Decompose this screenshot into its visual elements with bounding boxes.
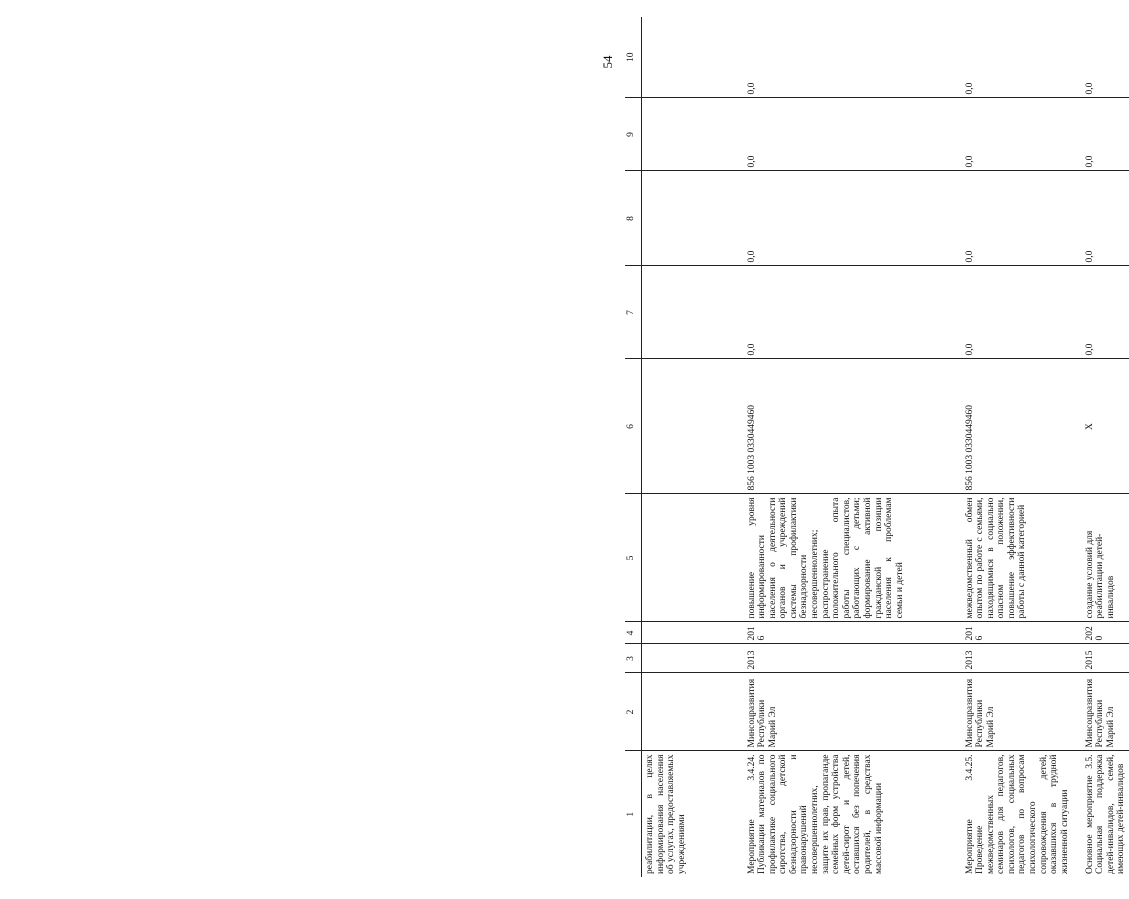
start-year-cell: 2015 bbox=[1083, 644, 1129, 673]
executor-cell bbox=[642, 673, 745, 751]
value-cell bbox=[642, 98, 745, 171]
value-cell: 0,0 bbox=[745, 266, 963, 359]
executor-cell: Минсоцразвития Республики Марий Эл bbox=[1083, 673, 1129, 751]
page-number: 54 bbox=[600, 55, 615, 69]
header-row bbox=[625, 17, 642, 877]
value-cell: 0,0 bbox=[1084, 82, 1095, 95]
end-year-cell: 2020 bbox=[1083, 622, 1129, 644]
table-row bbox=[642, 17, 745, 877]
value-cell: 0,0 bbox=[963, 98, 1083, 171]
column-header-1: 1 bbox=[625, 751, 642, 877]
table-row bbox=[745, 17, 963, 877]
budget-code-cell: 856 1003 0330449460 bbox=[745, 359, 963, 494]
table-body bbox=[642, 17, 1129, 877]
end-year-cell bbox=[642, 622, 745, 644]
column-header-9: 9 bbox=[625, 98, 642, 171]
budget-code-cell bbox=[642, 359, 745, 494]
value-cell bbox=[642, 17, 745, 98]
value-cell: 0,0 bbox=[964, 82, 975, 95]
end-year-cell: 2016 bbox=[745, 622, 963, 644]
column-header-5: 5 bbox=[625, 494, 642, 622]
executor-cell: Минсоцразвития Республики Марий Эл bbox=[745, 673, 963, 751]
column-header-6: 6 bbox=[625, 359, 642, 494]
table-header bbox=[625, 17, 642, 877]
budget-code-cell: 856 1003 0330449460 bbox=[963, 359, 1083, 494]
start-year-cell: 2013 bbox=[963, 644, 1083, 673]
expected-result-cell: повышение уровня информированности населения о деятельности органов и учреждений системы профилактики безнадзорности несовершеннолетних; распространение положительного опыта работы специалистов, работающих с детьми; формирование активной гражданской позиции населения к проблемам семьи и детей bbox=[745, 494, 963, 622]
column-header-7: 7 bbox=[625, 266, 642, 359]
value-cell: 0,0 bbox=[1083, 266, 1129, 359]
expected-result-cell: межведомственный обмен опытом по работе с семьями, находящимися в социально опасном положении, повышение эффективности работы с данной категорией bbox=[963, 494, 1083, 622]
measure-name-cell: Основное мероприятие 3.5. Социальная поддержка детей-инвалидов, семей, имеющих детей-инвалидов bbox=[1083, 751, 1129, 877]
table-row bbox=[963, 17, 1083, 877]
measure-name-cell: Мероприятие 3.4.25. Проведение межведомственных семинаров для педагогов, психологов, социальных педагогов по вопросам психологического сопровождения детей, оказавшихся в трудной жизненной ситуации bbox=[963, 751, 1083, 877]
value-cell: 0,0 bbox=[746, 82, 757, 95]
column-header-10: 10 bbox=[625, 17, 642, 98]
program-measures-table bbox=[625, 17, 1129, 877]
value-cell: 0,0 bbox=[745, 171, 963, 266]
measure-name-cell: реабилитации, в целях информирования населения об услугах, предоставляемых учреждениями bbox=[642, 751, 745, 877]
column-header-4: 4 bbox=[625, 622, 642, 644]
executor-cell: Минсоцразвития Республики Марий Эл bbox=[963, 673, 1083, 751]
column-header-2: 2 bbox=[625, 673, 642, 751]
value-cell: 0,0 bbox=[963, 266, 1083, 359]
expected-result-cell: создание условий для реабилитации детей-инвалидов bbox=[1083, 494, 1129, 622]
value-cell bbox=[642, 171, 745, 266]
value-cell bbox=[642, 266, 745, 359]
column-header-3: 3 bbox=[625, 644, 642, 673]
expected-result-cell bbox=[642, 494, 745, 622]
start-year-cell: 2013 bbox=[745, 644, 963, 673]
rotated-table-container bbox=[625, 17, 1127, 877]
measure-name-cell: Мероприятие 3.4.24. Публикации материалов по профилактике социального сиротства, детской безнадзорности и правонарушений несовершеннолетних, защите их прав, пропаганде семейных форм устройства детей-сирот и детей, оставшихся без попечения родителей, в средствах массовой информации bbox=[745, 751, 963, 877]
budget-code-cell: X bbox=[1083, 359, 1129, 494]
column-header-8: 8 bbox=[625, 171, 642, 266]
value-cell: 0,0 bbox=[963, 171, 1083, 266]
start-year-cell bbox=[642, 644, 745, 673]
value-cell: 0,0 bbox=[1083, 171, 1129, 266]
value-cell: 0,0 bbox=[745, 98, 963, 171]
end-year-cell: 2016 bbox=[963, 622, 1083, 644]
table-row bbox=[1083, 17, 1129, 877]
value-cell: 0,0 bbox=[1083, 98, 1129, 171]
